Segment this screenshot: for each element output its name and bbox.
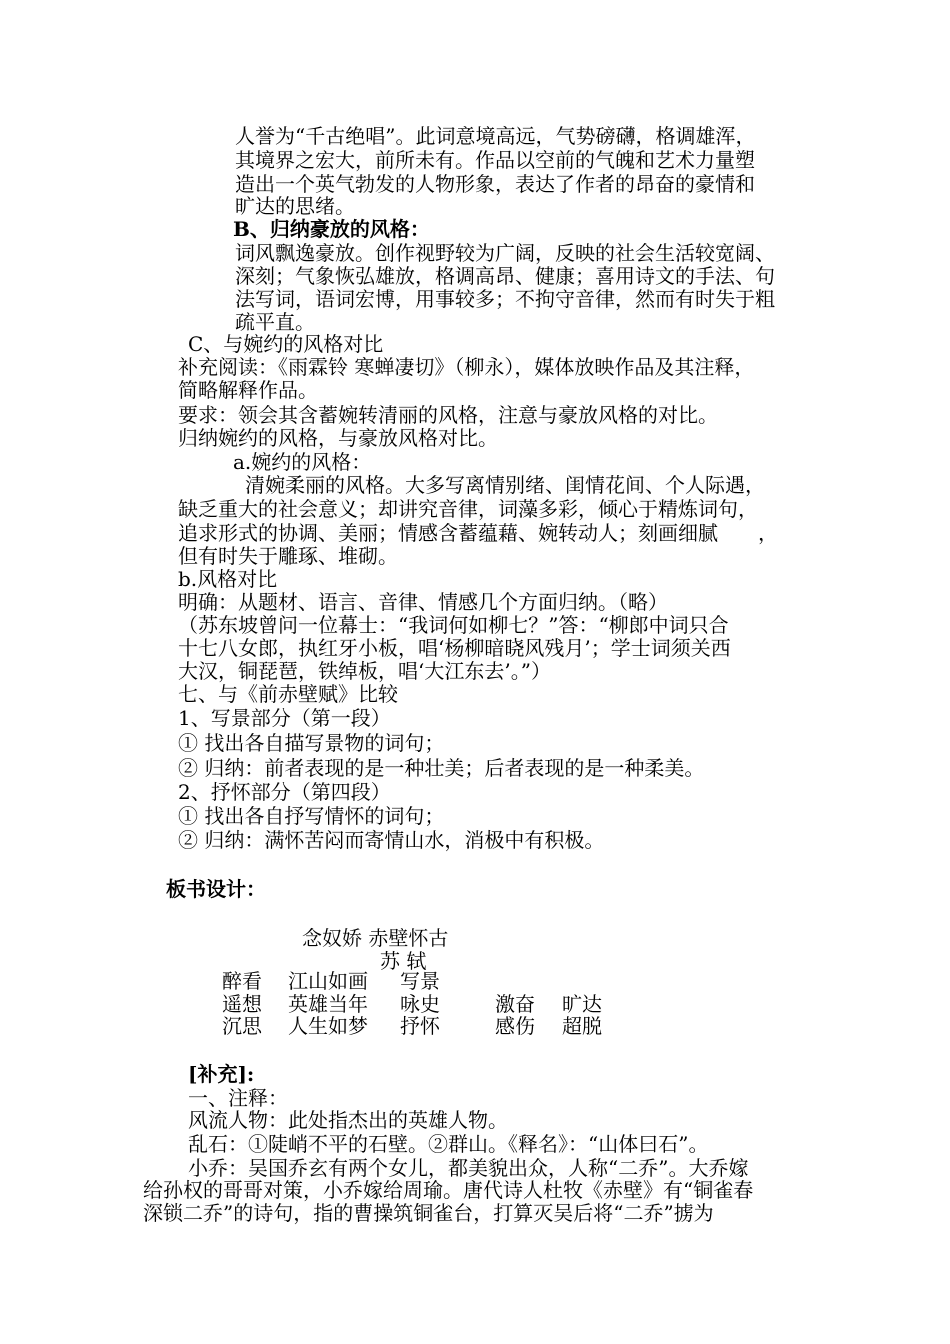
note-item: 小乔：吴国乔玄有两个女儿，都美貌出众，人称“二乔”。大乔嫁: [188, 1156, 749, 1180]
note-item: 乱石：①陡峭不平的石壁。②群山。《释名》：“山体曰石”。: [188, 1132, 709, 1156]
notes-heading: 一、注释：: [188, 1086, 288, 1110]
text-line: 缺乏重大的社会意义；却讲究音律，词藻多彩，倾心于精炼词句，: [178, 497, 758, 521]
style-compare-heading: b.风格对比: [178, 567, 278, 591]
text-line: 法写词，语词宏博，用事较多；不拘守音律，然而有时失于粗: [235, 287, 775, 311]
section-b-heading: B、归纳豪放的风格：: [233, 217, 430, 241]
text-line: 深刻；气象恢弘雄放，格调高昂、健康；喜用诗文的手法、句: [235, 264, 775, 288]
board-type: 抒怀: [400, 1014, 440, 1038]
section-seven-heading: 七、与《前赤壁赋》比较: [178, 682, 398, 706]
board-type: 咏史: [400, 992, 440, 1016]
text-line: （苏东坡曾问一位幕士：“我词何如柳七？”答：“柳郎中词只合: [178, 613, 729, 637]
text-line: 补充阅读：《雨霖铃 寒蝉凄切》（柳永），媒体放映作品及其注释，: [178, 355, 755, 379]
board-phrase: 人生如梦: [288, 1014, 368, 1038]
board-phrase: 江山如画: [288, 969, 368, 993]
board-type: 写景: [400, 969, 440, 993]
board-heading: 板书设计：: [166, 877, 266, 901]
board-title: 念奴娇 赤壁怀古: [302, 926, 449, 950]
wanyue-heading: a.婉约的风格：: [233, 450, 372, 474]
text-line: 清婉柔丽的风格。大多写离情别绪、闺情花间、个人际遇，: [245, 473, 765, 497]
note-item: 深锁二乔”的诗句，指的曹操筑铜雀台，打算灭吴后将“二乔”掳为: [143, 1201, 714, 1225]
text-line: 追求形式的协调、美丽；情感含蓄蕴藉、婉转动人；刻画细腻 ，: [178, 521, 778, 545]
text-line: 词风飘逸豪放。创作视野较为广阔，反映的社会生活较宽阔、: [235, 241, 775, 265]
style-compare-answer: 明确：从题材、语言、音律、情感几个方面归纳。（略）: [178, 590, 668, 614]
board-verb: 醉看: [222, 969, 262, 993]
text-line: 其境界之宏大，前所未有。作品以空前的气魄和艺术力量塑: [235, 148, 755, 172]
text-line: ① 找出各自抒写情怀的词句；: [178, 804, 445, 828]
supplement-heading: [补充]:: [188, 1062, 255, 1086]
text-line: 简略解释作品。: [178, 378, 318, 402]
note-item: 给孙权的哥哥对策，小乔嫁给周瑜。唐代诗人杜牧《赤壁》有“铜雀春: [143, 1178, 754, 1202]
section-c-heading: C、与婉约的风格对比: [188, 332, 384, 356]
text-line: 2、抒怀部分（第四段）: [178, 780, 391, 804]
text-line: 人誉为“千古绝唱”。此词意境高远，气势磅礴，格调雄浑，: [235, 124, 756, 148]
board-verb: 沉思: [222, 1014, 262, 1038]
text-line: ② 归纳：前者表现的是一种壮美；后者表现的是一种柔美。: [178, 756, 705, 780]
board-author: 苏 轼: [380, 949, 427, 973]
note-item: 风流人物：此处指杰出的英雄人物。: [188, 1108, 508, 1132]
text-line: ① 找出各自描写景物的词句；: [178, 731, 445, 755]
board-phrase: 英雄当年: [288, 992, 368, 1016]
board-state: 超脱: [562, 1014, 602, 1038]
text-line: 疏平直。: [235, 310, 315, 334]
text-line: 要求：领会其含蓄婉转清丽的风格，注意与豪放风格的对比。: [178, 403, 718, 427]
text-line: 造出一个英气勃发的人物形象，表达了作者的昂奋的豪情和: [235, 172, 755, 196]
text-line: 大汉，铜琵琶，铁绰板，唱‘大江东去’。”）: [178, 659, 551, 683]
text-line: 1、写景部分（第一段）: [178, 706, 391, 730]
text-line: 十七八女郎，执红牙小板，唱‘杨柳暗晓风残月’；学士词须关西: [178, 636, 731, 660]
text-line: 旷达的思绪。: [235, 194, 355, 218]
board-mood: 感伤: [495, 1014, 535, 1038]
text-line: ② 归纳：满怀苦闷而寄情山水，消极中有积极。: [178, 828, 605, 852]
board-verb: 遥想: [222, 992, 262, 1016]
text-line: 归纳婉约的风格，与豪放风格对比。: [178, 426, 498, 450]
text-line: 但有时失于雕琢、堆砌。: [178, 544, 398, 568]
board-state: 旷达: [562, 992, 602, 1016]
board-mood: 激奋: [495, 992, 535, 1016]
